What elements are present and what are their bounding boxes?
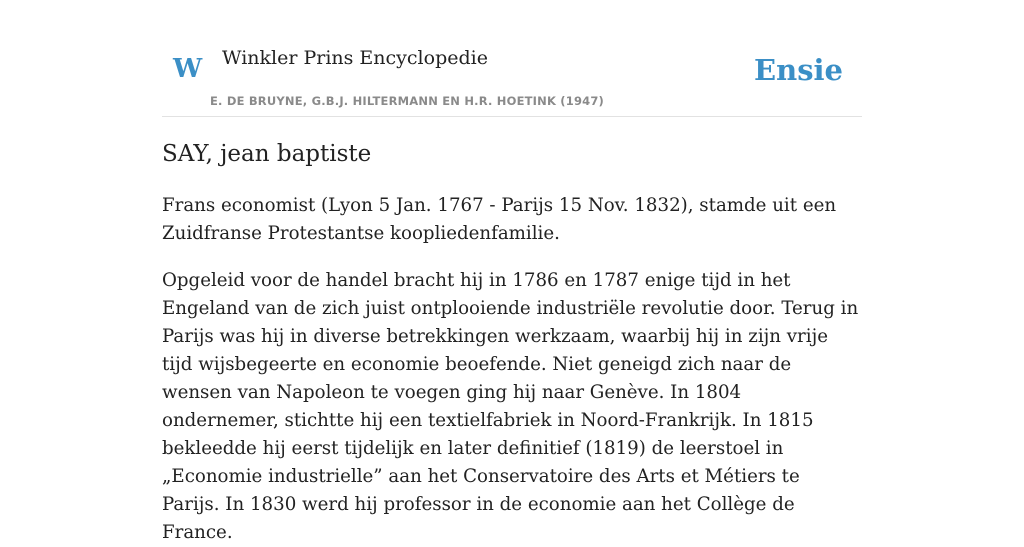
- publication-logo[interactable]: W: [173, 54, 203, 84]
- publication-title[interactable]: Winkler Prins Encyclopedie: [222, 47, 488, 69]
- header: [162, 0, 862, 117]
- article: [162, 138, 862, 547]
- entry-title: SAY, jean baptiste: [162, 141, 372, 167]
- brand-logo[interactable]: Ensie: [754, 53, 843, 87]
- article-paragraph: Frans economist (Lyon 5 Jan. 1767 - Parijs 15 Nov. 1832), stamde uit een Zuidfranse Protestantse koopliedenfamilie.: [162, 195, 837, 244]
- publication-authors: E. DE BRUYNE, G.B.J. HILTERMANN EN H.R. HOETINK (1947): [210, 94, 605, 108]
- article-paragraph: Opgeleid voor de handel bracht hij in 1786 en 1787 enige tijd in het Engeland van de zich juist ontplooiende industriële revolutie door. Terug in Parijs was hij in diverse betrekkingen werkzaam, waarbij hij in zijn vrije tijd wijsbegeerte en economie beoefende. Niet geneigd zich naar de wensen van Napoleon te voegen ging hij naar Genève. In 1804 ondernemer, stichtte hij een textielfabriek in Noord-Frankrijk. In 1815 bekleedde hij eerst tijdelijk en later definitief (1819) de leerstoel in „Economie industrielle” aan het Conservatoire des Arts et Métiers te Parijs. In 1830 werd hij professor in de economie aan het Collège de France.: [162, 270, 859, 543]
